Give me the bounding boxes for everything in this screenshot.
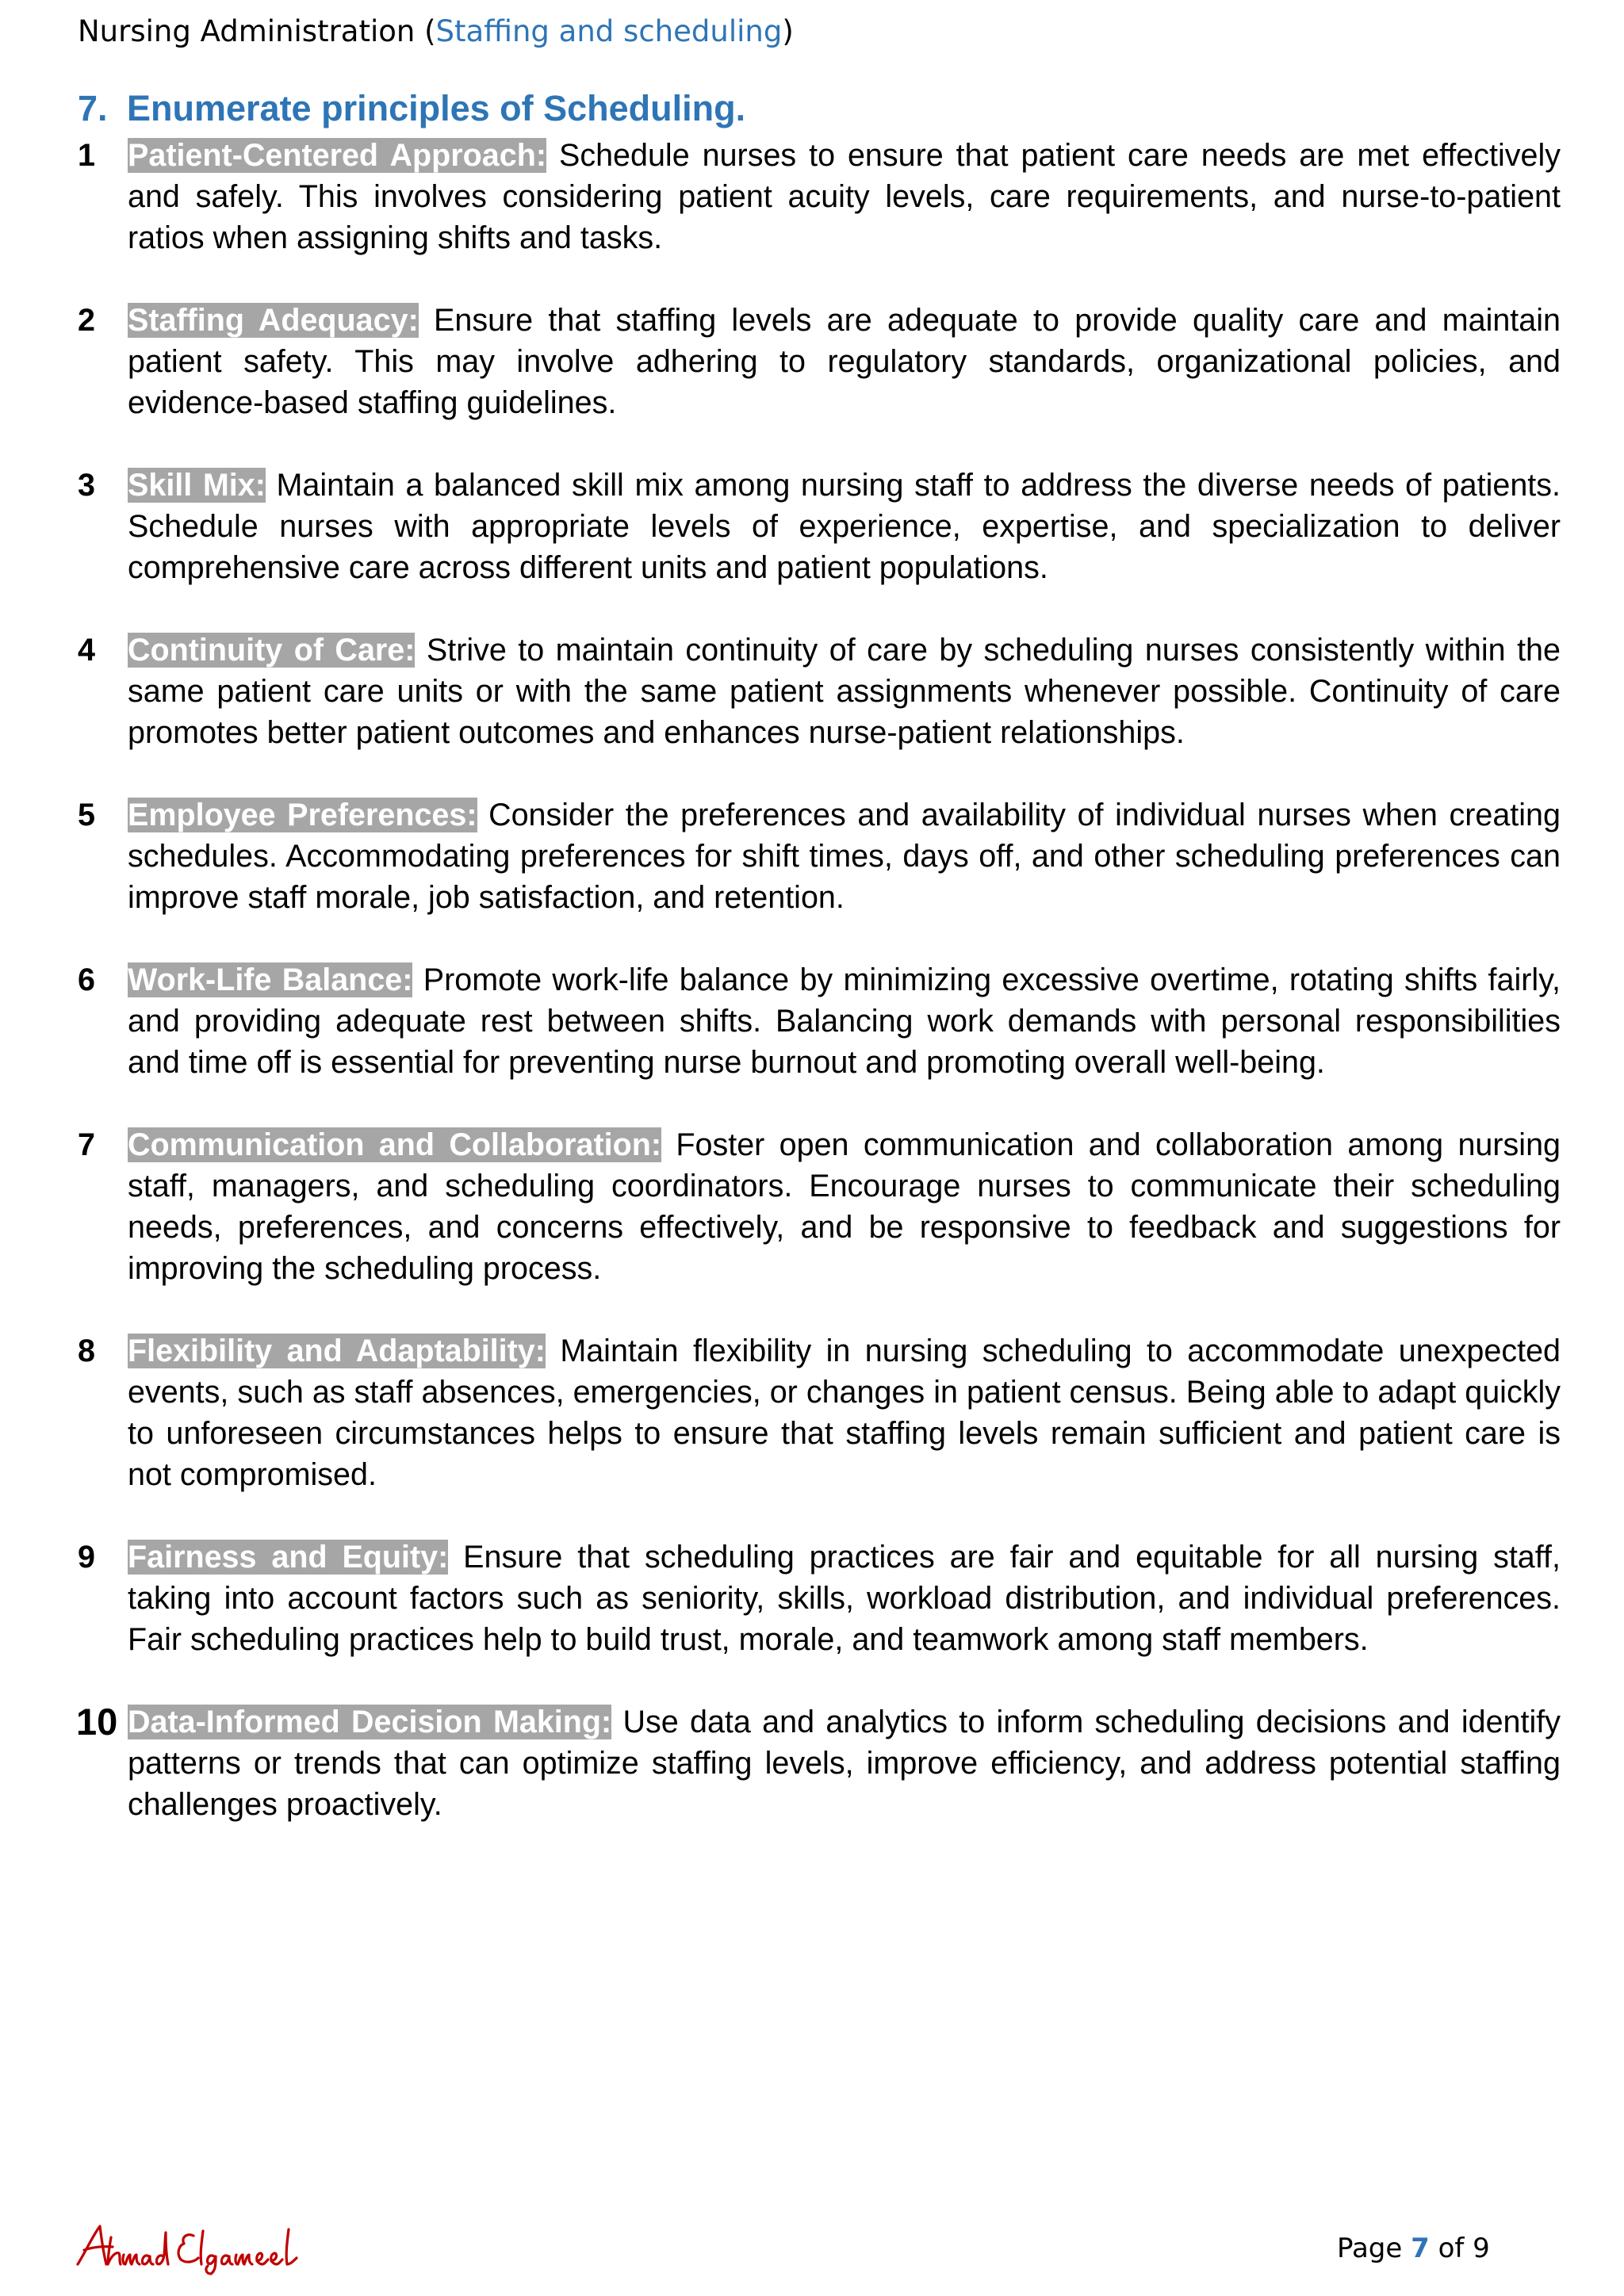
- principle-term: Fairness and Equity:: [128, 1540, 449, 1575]
- principle-text: Consider the preferences and availability of individual nurses when creating schedules. Accommodating preferences for shift times, days off, and other scheduling preferences can improve staff morale, job satisfaction, and retention.: [128, 798, 1561, 915]
- principle-term: Staffing Adequacy:: [128, 303, 419, 338]
- principle-number: 3: [78, 468, 95, 503]
- principle-term: Patient-Centered Approach:: [128, 138, 547, 173]
- principle-number: 5: [78, 798, 95, 832]
- principle-item: [78, 465, 1561, 588]
- principle-item: [78, 1701, 1561, 1825]
- section-number: 7.: [78, 88, 108, 128]
- principle-item: [78, 794, 1561, 918]
- principle-text: Maintain a balanced skill mix among nursing staff to address the diverse needs of patients. Schedule nurses with appropriate levels of experience, expertise, and specialization to deliver comprehensive care across different units and patient populations.: [128, 468, 1561, 585]
- principle-text: Strive to maintain continuity of care by scheduling nurses consistently within the same patient care units or with the same patient assignments whenever possible. Continuity of care promotes better patient outcomes and enhances nurse-patient relationships.: [128, 633, 1561, 750]
- principle-number: 9: [78, 1540, 95, 1575]
- header-prefix: Nursing Administration (: [78, 14, 436, 48]
- principle-item: [78, 629, 1561, 753]
- principle-item: [78, 959, 1561, 1083]
- page-number-current: 7: [1411, 2233, 1430, 2264]
- principle-text: Use data and analytics to inform scheduling decisions and identify patterns or trends that can optimize staffing levels, improve efficiency, and address potential staffing challenges proactively.: [128, 1705, 1561, 1822]
- section-title: Enumerate principles of Scheduling.: [127, 88, 746, 128]
- principle-text: Promote work-life balance by minimizing excessive overtime, rotating shifts fairly, and providing adequate rest between shifts. Balancing work demands with personal responsibilities and time off is essential for preventing nurse burnout and promoting overall well-being.: [128, 962, 1561, 1080]
- principle-number: 7: [78, 1127, 95, 1162]
- principle-text: Foster open communication and collaboration among nursing staff, managers, and scheduling coordinators. Encourage nurses to communicate their scheduling needs, preferences, and concerns effectively, and be responsive to feedback and suggestions for improving the scheduling process.: [128, 1127, 1561, 1286]
- principle-number: 6: [78, 962, 95, 997]
- principle-term: Skill Mix:: [128, 468, 266, 503]
- principle-term: Employee Preferences:: [128, 798, 477, 832]
- principle-term: Continuity of Care:: [128, 633, 416, 668]
- principle-item: [78, 1330, 1561, 1495]
- header-subtitle: Staffing and scheduling: [435, 14, 783, 48]
- section-heading: [78, 87, 745, 130]
- principle-item: [78, 1536, 1561, 1660]
- principle-text: Ensure that scheduling practices are fair and equitable for all nursing staff, taking into account factors such as seniority, skills, workload distribution, and individual preferences. Fair scheduling practices help to build trust, morale, and teamwork among staff members.: [128, 1540, 1561, 1657]
- page-number-suffix: of 9: [1429, 2233, 1490, 2264]
- principle-number: 10: [76, 1701, 118, 1743]
- principle-text: Ensure that staffing levels are adequate to provide quality care and maintain patient safety. This may involve adhering to regulatory standards, organizational policies, and evidence-based staffing guidelines.: [128, 303, 1561, 420]
- principle-number: 4: [78, 633, 95, 668]
- principle-term: Communication and Collaboration:: [128, 1127, 662, 1162]
- principle-term: Flexibility and Adaptability:: [128, 1334, 546, 1368]
- principle-term: Work-Life Balance:: [128, 962, 413, 997]
- principles-list: [78, 135, 1561, 1866]
- running-header: [78, 13, 794, 51]
- principle-number: 2: [78, 303, 95, 338]
- principle-number: 1: [78, 138, 95, 173]
- principle-term: Data-Informed Decision Making:: [128, 1705, 612, 1739]
- author-signature: [73, 2220, 311, 2275]
- principle-number: 8: [78, 1334, 95, 1368]
- principle-item: [78, 1124, 1561, 1289]
- principle-text: Schedule nurses to ensure that patient care needs are met effectively and safely. This involves considering patient acuity levels, care requirements, and nurse-to-patient ratios when assigning shifts and tasks.: [128, 138, 1561, 255]
- principle-text: Maintain flexibility in nursing scheduling to accommodate unexpected events, such as staff absences, emergencies, or changes in patient census. Being able to adapt quickly to unforeseen circumstances helps to ensure that staffing levels remain sufficient and patient care is not compromised.: [128, 1334, 1561, 1492]
- principle-item: [78, 135, 1561, 258]
- header-suffix: ): [782, 14, 794, 48]
- page-number: [1337, 2231, 1490, 2266]
- principle-item: [78, 300, 1561, 423]
- page-number-prefix: Page: [1337, 2233, 1411, 2264]
